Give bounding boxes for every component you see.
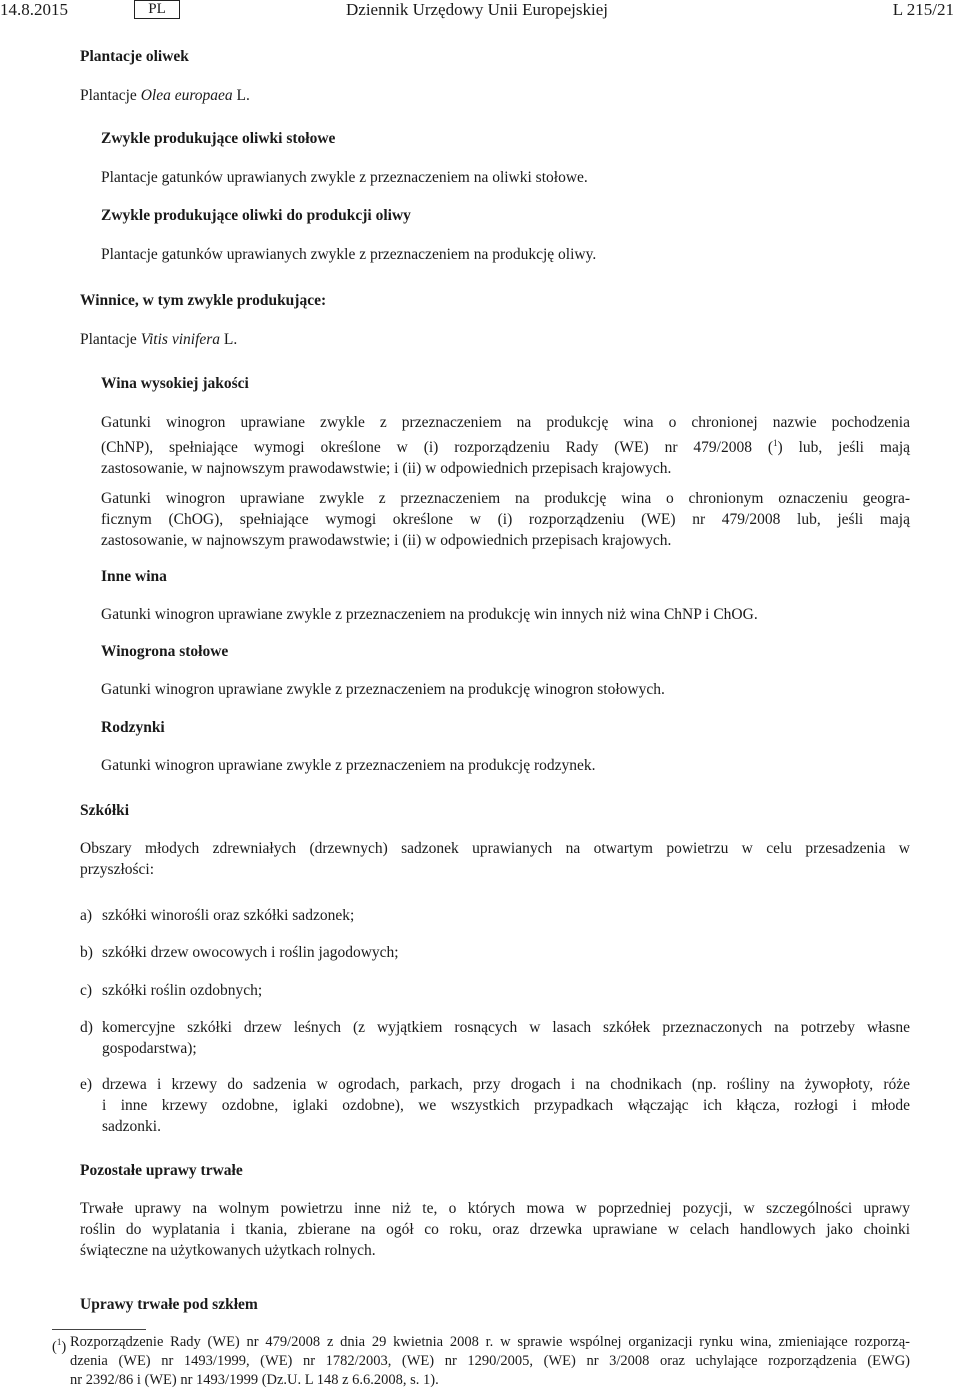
page-header — [0, 0, 960, 24]
other-permanent-heading: Pozostałe uprawy trwałe — [80, 1162, 243, 1179]
nurseries-desc: Obszary młodych zdrewniałych (drzewnych) sadzonek uprawianych na otwartym powietrzu w celu przesadzenia w przyszłości: — [80, 840, 910, 878]
olive-heading: Plantacje oliwek — [80, 48, 189, 65]
table-olive-heading: Zwykle produkujące oliwki stołowe — [101, 130, 336, 147]
other-permanent-desc: Trwałe uprawy na wolnym powietrzu inne niż te, o których mowa w poprzedniej pozycji, w szczególności uprawy roślin do wyplatania i tkania, zbierane na ogół co roku, oraz drzewka uprawiane w celach handlowych jako choinki świąteczne na użytkowanych użytkach rolnych. — [80, 1200, 910, 1259]
footnote-ref: 1 — [773, 438, 778, 448]
table-olive-desc: Plantacje gatunków uprawianych zwykle z przeznaczeniem na oliwki stołowe. — [101, 169, 588, 186]
footnote-marker: ($^1$) — [52, 1337, 67, 1355]
quality-wine-paragraph-2: Gatunki winogron uprawiane zwykle z przeznaczeniem na produkcję wina o chronionym oznaczeniu geogra- ficznym (ChOG), spełniające wymogi określone w (i) rozporządzeniu (WE) nr 479/2008 lub, jeśli mają zastosowanie, w najnowszym prawodawstwie; i (ii) w odpowiednich przepisach krajowych. — [101, 490, 910, 549]
table-grape-desc: Gatunki winogron uprawiane zwykle z przeznaczeniem na produkcję winogron stołowych. — [101, 681, 665, 698]
raisin-desc: Gatunki winogron uprawiane zwykle z przeznaczeniem na produkcję rodzynek. — [101, 757, 596, 774]
table-grape-heading: Winogrona stołowe — [101, 643, 229, 660]
raisin-heading: Rodzynki — [101, 719, 165, 736]
footnote-divider — [52, 1329, 146, 1330]
publication-date: 14.8.2015 — [0, 0, 68, 19]
language-badge: PL — [134, 0, 180, 19]
oil-olive-heading: Zwykle produkujące oliwki do produkcji oliwy — [101, 207, 411, 224]
quality-wine-heading: Wina wysokiej jakości — [101, 375, 249, 392]
journal-title: Dziennik Urzędowy Unii Europejskiej — [346, 0, 609, 19]
page-number: L 215/21 — [892, 0, 954, 19]
vine-desc: Plantacje Vitis vinifera L. — [80, 331, 238, 348]
olive-desc: Plantacje Olea europaea L. — [80, 87, 250, 104]
other-wine-heading: Inne wina — [101, 568, 167, 585]
other-wine-desc: Gatunki winogron uprawiane zwykle z przeznaczeniem na produkcję win innych niż wina ChNP i ChOG. — [101, 606, 758, 623]
oil-olive-desc: Plantacje gatunków uprawianych zwykle z przeznaczeniem na produkcję oliwy. — [101, 246, 597, 263]
nurseries-heading: Szkółki — [80, 802, 130, 819]
vine-heading: Winnice, w tym zwykle produkujące: — [80, 292, 327, 309]
quality-wine-paragraph-1: Gatunki winogron uprawiane zwykle z przeznaczeniem na produkcję wina o chronionej nazwie pochodzenia (ChNP), spełniające wymogi określone w (i) rozporządzeniu Rady (WE) nr 479/2008 ($^1$) lub, jeśli mają zastosowanie, w najnowszym prawodawstwie; i (ii) w odpowiednich przepisach krajowych. — [101, 414, 911, 477]
glass-heading: Uprawy trwałe pod szkłem — [80, 1296, 258, 1313]
